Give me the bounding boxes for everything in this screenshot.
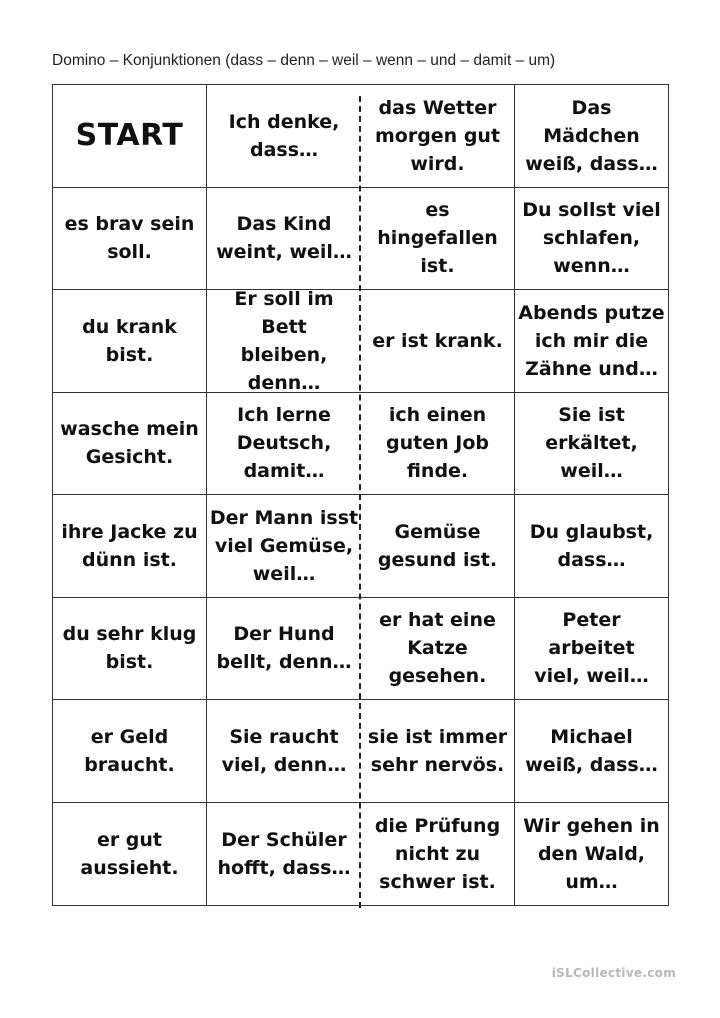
domino-card: du sehr klug bist.	[53, 598, 207, 701]
domino-card: sie ist immer sehr nervös.	[361, 700, 515, 803]
domino-card: Wir gehen in den Wald, um…	[523, 814, 660, 893]
domino-card: Du glaubst, dass…	[515, 495, 668, 598]
domino-card: Der Schüler hofft, dass…	[217, 828, 351, 879]
domino-card: Das Kind weint, weil…	[207, 188, 361, 291]
domino-card: wasche mein Gesicht.	[53, 393, 207, 496]
domino-card: Sie ist erkältet, weil…	[515, 393, 668, 496]
domino-card: Das Mädchen weiß, dass…	[515, 85, 668, 188]
domino-card: es brav sein soll.	[53, 188, 207, 291]
domino-card: Abends putze ich mir die Zähne und…	[515, 290, 668, 393]
start-card: START	[53, 85, 207, 188]
domino-card: er gut aussieht.	[53, 803, 207, 906]
watermark: iSLCollective.com	[551, 966, 676, 980]
domino-card: Gemüse gesund ist.	[361, 495, 515, 598]
domino-card: es hingefallen ist.	[361, 188, 515, 291]
domino-card: Du sollst viel schlafen, wenn…	[515, 188, 668, 291]
domino-card: Michael weiß, dass…	[515, 700, 668, 803]
domino-card: er ist krank.	[361, 290, 515, 393]
domino-card: Er soll im Bett bleiben, denn…	[207, 290, 361, 393]
domino-card: Ich lerne Deutsch, damit…	[207, 393, 361, 496]
cut-line	[359, 96, 361, 908]
domino-card: Der Hund bellt, denn…	[207, 598, 361, 701]
domino-card: Ich denke, dass…	[207, 85, 361, 188]
domino-card: das Wetter morgen gut wird.	[361, 85, 515, 188]
domino-card: du krank bist.	[53, 290, 207, 393]
domino-card: Peter arbeitet viel, weil…	[515, 598, 668, 701]
domino-card: Der Mann isst viel Gemüse, weil…	[207, 495, 361, 598]
domino-card: Sie raucht viel, denn…	[207, 700, 361, 803]
domino-card: ich einen guten Job finde.	[361, 393, 515, 496]
domino-card: die Prüfung nicht zu schwer ist.	[361, 803, 515, 906]
domino-card: er Geld braucht.	[53, 700, 207, 803]
domino-card: ihre Jacke zu dünn ist.	[53, 495, 207, 598]
worksheet-title: Domino – Konjunktionen (dass – denn – weil – wenn – und – damit – um)	[52, 52, 556, 69]
domino-card: er hat eine Katze gesehen.	[361, 598, 515, 701]
